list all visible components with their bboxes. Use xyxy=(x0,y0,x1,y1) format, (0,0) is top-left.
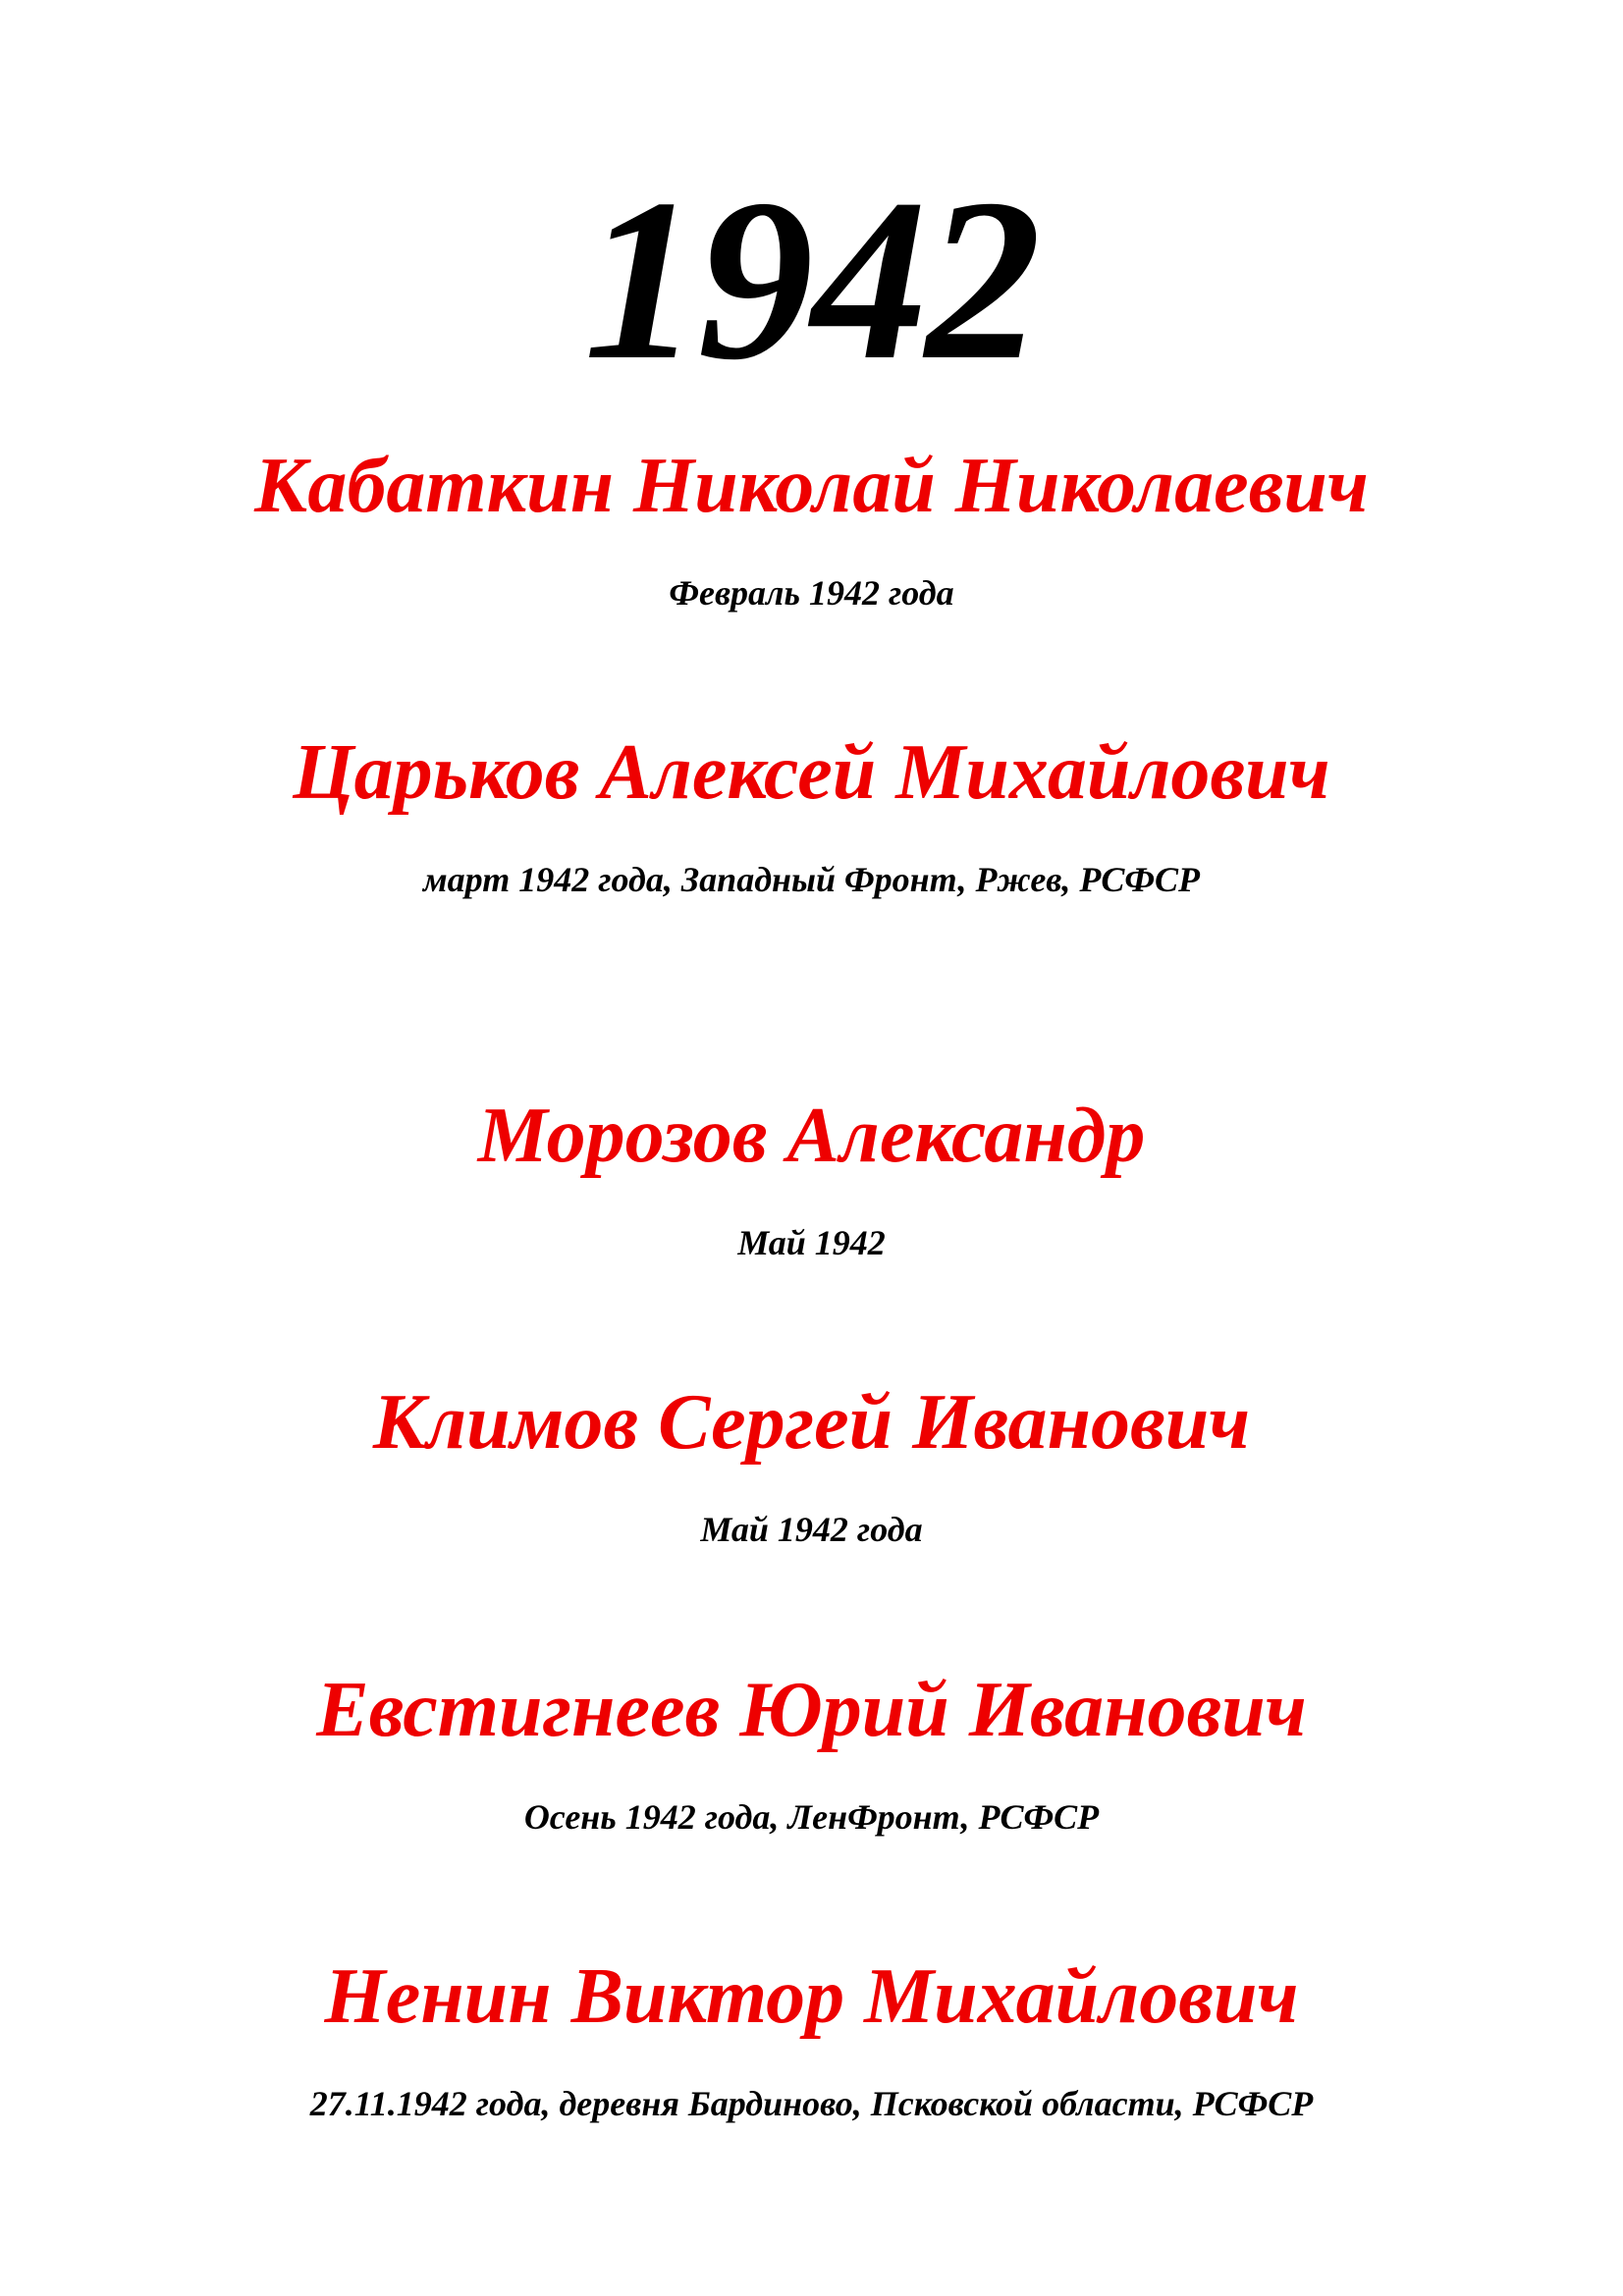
entry-detail: Май 1942 xyxy=(737,1223,886,1262)
year-heading: 1942 xyxy=(583,152,1040,408)
entry-detail: Май 1942 года xyxy=(700,1510,923,1549)
entry-detail: Осень 1942 года, ЛенФронт, РСФСР xyxy=(523,1797,1100,1837)
entry-name: Кабаткин Николай Николаевич xyxy=(254,443,1369,529)
entry-detail: Февраль 1942 года xyxy=(669,573,954,613)
entry-name: Климов Сергей Иванович xyxy=(372,1379,1251,1466)
entry-name: Морозов Александр xyxy=(477,1093,1146,1179)
entry-name: Царьков Алексей Михайлович xyxy=(293,729,1330,816)
entry-name: Евстигнеев Юрий Иванович xyxy=(316,1667,1307,1753)
entry-detail: март 1942 года, Западный Фронт, Ржев, РСФСР xyxy=(423,860,1200,899)
entry-name: Ненин Виктор Михайлович xyxy=(324,1953,1299,2040)
entry-detail: 27.11.1942 года, деревня Бардиново, Псковской области, РСФСР xyxy=(309,2084,1314,2123)
